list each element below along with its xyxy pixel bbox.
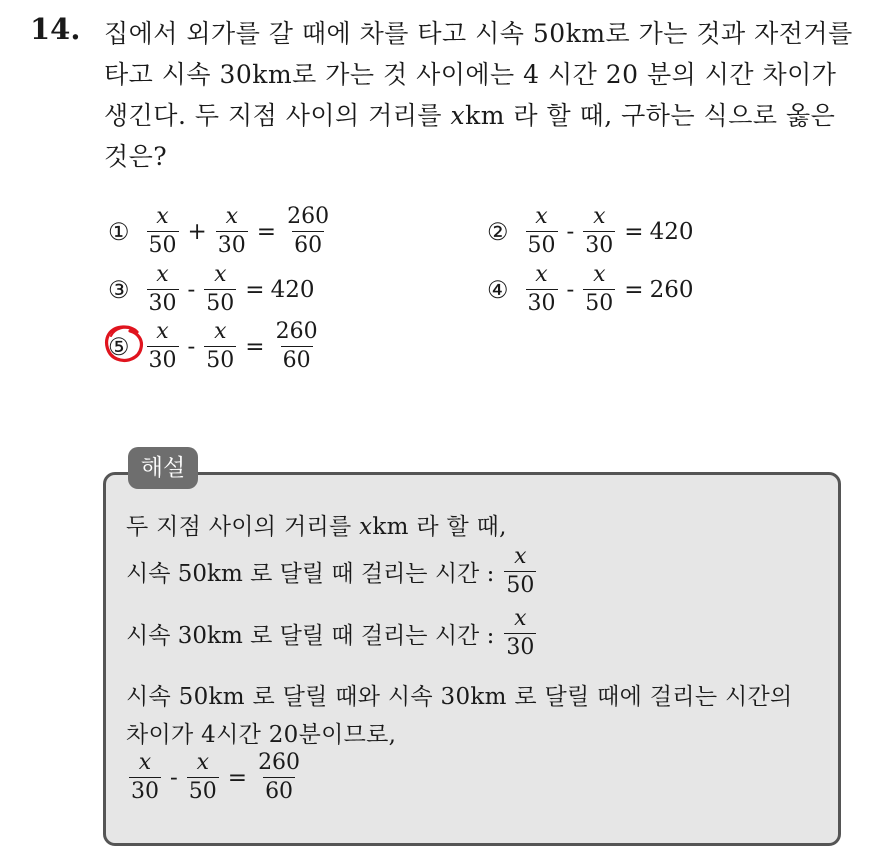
solution-line-1-var: x	[359, 514, 373, 540]
option-5-frac-2-num: x	[214, 319, 227, 344]
solution-final-frac-2	[187, 752, 219, 803]
option-2[interactable]	[487, 206, 693, 257]
option-4[interactable]	[487, 264, 693, 315]
option-1-frac-2-num: x	[225, 204, 238, 229]
option-5-rhs-den: 60	[282, 348, 311, 373]
solution-line-2-den: 50	[506, 573, 535, 598]
question-line-4: 것은?	[104, 142, 168, 171]
question-line-3-var: x	[450, 101, 466, 130]
option-5-frac-2-den: 50	[206, 348, 235, 373]
option-3-equals: =	[245, 276, 265, 303]
option-3-frac-1	[147, 264, 179, 315]
solution-line-2	[126, 546, 539, 597]
option-2-frac-1-den: 50	[527, 233, 556, 258]
option-5-rhs	[274, 321, 320, 372]
question-line-1: 집에서 외가를 갈 때에 차를 타고 시속 50km로 가는 것과 자전거를	[104, 19, 853, 48]
option-1-frac-1-den: 50	[148, 233, 177, 258]
option-5-rhs-num: 260	[275, 319, 318, 344]
solution-line-3	[126, 608, 539, 659]
option-4-frac-2-num: x	[593, 262, 606, 287]
question-line-2: 타고 시속 30km로 가는 것 사이에는 4 시간 20 분의 시간 차이가	[104, 60, 837, 89]
option-3-frac-1-den: 30	[148, 291, 177, 316]
option-3[interactable]	[108, 264, 314, 315]
option-1-rhs-num: 260	[287, 204, 330, 229]
solution-line-1-pre: 두 지점 사이의 거리를	[126, 514, 352, 540]
option-1-operator: +	[187, 218, 207, 245]
option-5-frac-2	[204, 321, 236, 372]
option-2-rhs: 420	[649, 218, 694, 245]
solution-line-1	[126, 508, 507, 541]
solution-line-2-text: 시속 50km 로 달릴 때 걸리는 시간 :	[126, 561, 495, 587]
option-4-marker: ④	[487, 275, 509, 304]
option-2-frac-1-num: x	[535, 204, 548, 229]
option-3-rhs: 420	[270, 276, 315, 303]
option-2-frac-1	[526, 206, 558, 257]
option-4-operator: -	[566, 276, 575, 303]
option-4-frac-2-den: 50	[585, 291, 614, 316]
option-1-rhs-den: 60	[294, 233, 323, 258]
option-1-equals: =	[256, 218, 277, 245]
answer-mark-icon	[103, 322, 145, 364]
solution-final-frac-1	[129, 752, 161, 803]
option-5-frac-1-num: x	[156, 319, 169, 344]
solution-line-2-frac	[504, 546, 536, 597]
solution-tag: 해설	[128, 447, 198, 489]
solution-line-2-num: x	[514, 544, 527, 569]
option-4-frac-2	[583, 264, 615, 315]
option-4-frac-1-den: 30	[527, 291, 556, 316]
option-2-equals: =	[624, 218, 644, 245]
solution-final-rhs-den: 60	[265, 779, 294, 804]
option-4-frac-1	[526, 264, 558, 315]
option-4-equals: =	[624, 276, 644, 303]
solution-final-frac-2-den: 50	[188, 779, 217, 804]
option-5-frac-1-den: 30	[148, 348, 177, 373]
option-5-equals: =	[245, 333, 265, 360]
solution-final-frac-2-num: x	[196, 750, 209, 775]
option-1-rhs	[285, 206, 331, 257]
option-5-operator: -	[187, 333, 196, 360]
solution-line-3-text: 시속 30km 로 달릴 때 걸리는 시간 :	[126, 623, 495, 649]
option-2-operator: -	[566, 218, 575, 245]
option-5-frac-1	[147, 321, 179, 372]
question-line-3-pre: 생긴다. 두 지점 사이의 거리를	[104, 101, 443, 130]
solution-line-3-frac	[504, 608, 536, 659]
question-line-3	[104, 96, 835, 132]
question-line-3-post: km 라 할 때, 구하는 식으로 옳은	[465, 101, 836, 130]
solution-final-operator: -	[170, 764, 178, 791]
option-3-frac-2-num: x	[214, 262, 227, 287]
option-3-operator: -	[187, 276, 196, 303]
solution-final-frac-1-num: x	[138, 750, 152, 775]
option-2-frac-2-num: x	[593, 204, 606, 229]
solution-line-3-den: 30	[506, 635, 535, 660]
option-1[interactable]	[108, 206, 334, 257]
option-3-marker: ③	[108, 275, 130, 304]
solution-final-equals: =	[227, 764, 248, 791]
option-3-frac-2-den: 50	[206, 291, 235, 316]
option-1-frac-2	[216, 206, 248, 257]
solution-final-rhs-num: 260	[258, 750, 301, 775]
solution-final-frac-1-den: 30	[131, 779, 159, 804]
solution-line-4: 시속 50km 로 달릴 때와 시속 30km 로 달릴 때에 걸리는 시간의	[126, 684, 793, 710]
option-2-marker: ②	[487, 217, 509, 246]
solution-line-1-post: km 라 할 때,	[372, 514, 507, 540]
option-4-rhs: 260	[649, 276, 694, 303]
option-3-frac-2	[204, 264, 236, 315]
option-1-frac-2-den: 30	[217, 233, 246, 258]
option-1-marker: ①	[108, 217, 130, 246]
question-number: 14.	[30, 12, 81, 46]
solution-final-rhs	[256, 752, 302, 803]
option-2-frac-2-den: 30	[585, 233, 614, 258]
option-1-frac-1-num: x	[156, 204, 169, 229]
solution-final-equation	[126, 752, 305, 803]
option-1-frac-1	[147, 206, 179, 257]
solution-line-3-num: x	[514, 606, 527, 631]
option-3-frac-1-num: x	[156, 262, 169, 287]
solution-line-5: 차이가 4시간 20분이므로,	[126, 722, 397, 748]
option-5-marker: ⑤	[108, 332, 130, 361]
option-2-frac-2	[583, 206, 615, 257]
option-4-frac-1-num: x	[535, 262, 548, 287]
